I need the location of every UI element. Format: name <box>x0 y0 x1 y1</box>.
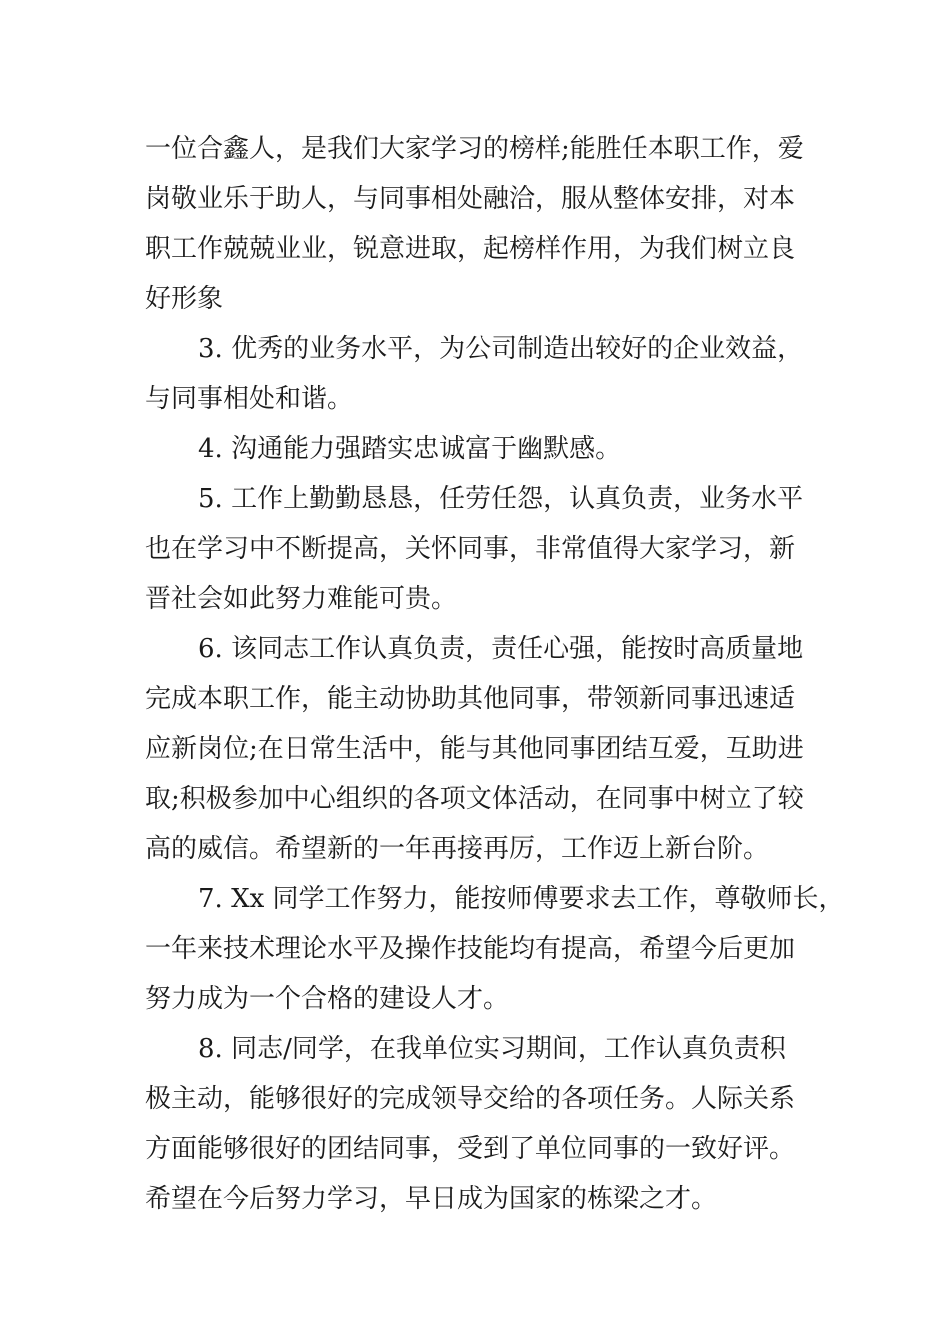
text-line: 一年来技术理论水平及操作技能均有提高，希望今后更加 <box>145 934 796 964</box>
text-line: 一位合鑫人，是我们大家学习的榜样;能胜任本职工作，爱 <box>145 134 804 164</box>
text-line: 应新岗位;在日常生活中，能与其他同事团结互爱，互助进 <box>145 734 804 764</box>
paragraph-item-3 <box>145 324 820 424</box>
text-line: 极主动，能够很好的完成领导交给的各项任务。人际关系 <box>145 1084 796 1114</box>
text-line: 好形象 <box>145 284 224 314</box>
paragraph-item-7 <box>145 874 845 1024</box>
text-line: 3. 优秀的业务水平，为公司制造出较好的企业效益， <box>198 334 804 364</box>
text-line: 希望在今后努力学习，早日成为国家的栋梁之才。 <box>145 1184 718 1214</box>
text-line: 岗敬业乐于助人，与同事相处融洽，服从整体安排，对本 <box>145 184 796 214</box>
document-body <box>145 124 845 1224</box>
paragraph-item-5 <box>145 474 820 624</box>
text-line: 晋社会如此努力难能可贵。 <box>145 584 458 614</box>
paragraph-item-4 <box>145 424 820 474</box>
text-line: 完成本职工作，能主动协助其他同事，带领新同事迅速适 <box>145 684 796 714</box>
text-line: 方面能够很好的团结同事，受到了单位同事的一致好评。 <box>145 1134 796 1164</box>
text-line: 5. 工作上勤勤恳恳，任劳任怨，认真负责，业务水平 <box>198 484 804 514</box>
text-line: 也在学习中不断提高，关怀同事，非常值得大家学习，新 <box>145 534 796 564</box>
text-line: 取;积极参加中心组织的各项文体活动，在同事中树立了较 <box>145 784 804 814</box>
text-line: 8. 同志/同学，在我单位实习期间，工作认真负责积 <box>198 1034 786 1064</box>
text-line: 职工作兢兢业业，锐意进取，起榜样作用，为我们树立良 <box>145 234 796 264</box>
text-line: 高的威信。希望新的一年再接再厉，工作迈上新台阶。 <box>145 834 770 864</box>
paragraph-continuation <box>145 124 820 324</box>
text-line: 4. 沟通能力强踏实忠诚富于幽默感。 <box>198 434 622 464</box>
text-line: 7. Xx 同学工作努力，能按师傅要求去工作，尊敬师长， <box>198 884 845 914</box>
text-line: 与同事相处和谐。 <box>145 384 354 414</box>
paragraph-item-8 <box>145 1024 820 1224</box>
paragraph-item-6 <box>145 624 820 874</box>
text-line: 6. 该同志工作认真负责，责任心强，能按时高质量地 <box>198 634 804 664</box>
text-line: 努力成为一个合格的建设人才。 <box>145 984 510 1014</box>
